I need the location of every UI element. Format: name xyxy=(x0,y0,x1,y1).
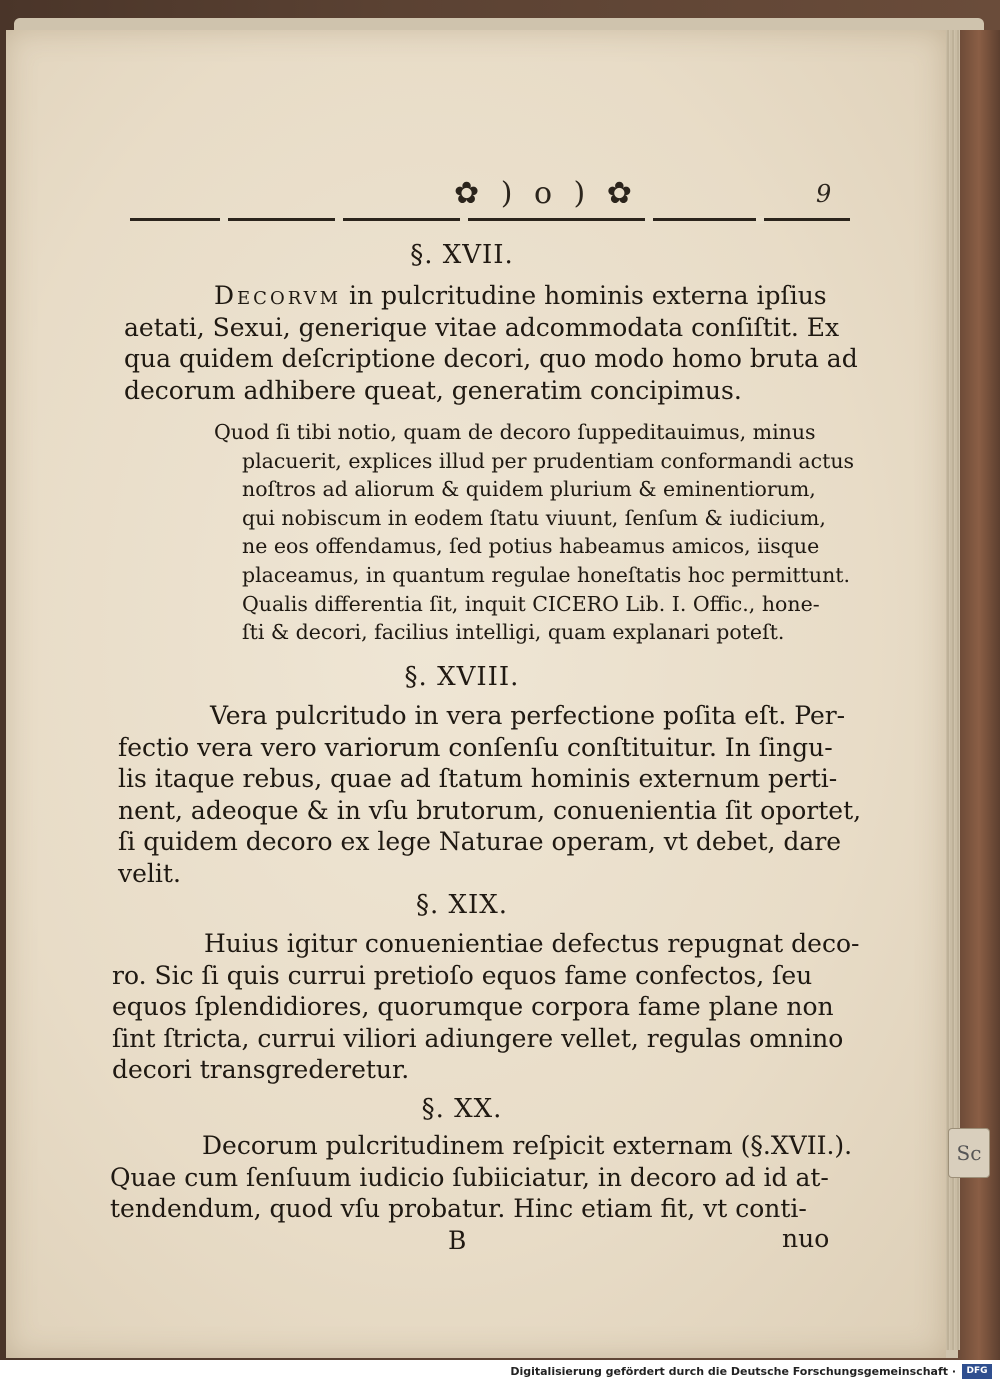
text-line: qui nobiscum in eodem ſtatu viuunt, ſenſum & iudicium, xyxy=(242,505,826,530)
text-line: qua quidem deſcriptione decori, quo modo homo bruta ad xyxy=(124,344,858,374)
paragraph-xix xyxy=(112,928,860,1086)
signature-mark: B xyxy=(448,1226,467,1255)
section-heading-xviii: §. XVIII. xyxy=(404,662,520,692)
text-line: noſtros ad aliorum & quidem plurium & eminentiorum, xyxy=(242,477,816,502)
dfg-logo-icon: DFG xyxy=(962,1364,992,1379)
text-line: Quod ſi tibi notio, quam de decoro ſuppeditauimus, minus xyxy=(214,420,816,444)
section-heading-xix: §. XIX. xyxy=(415,890,509,920)
paragraph-xviii xyxy=(118,700,862,890)
text-line: tendendum, quod vſu probatur. Hinc etiam fit, vt conti- xyxy=(110,1194,807,1224)
text-line: Quae cum ſenſuum iudicio ſubiiciatur, in decoro ad id at- xyxy=(110,1162,829,1192)
header-ornament: ✿ ) o ) ✿ xyxy=(454,176,638,211)
section-heading-xx: §. XX. xyxy=(421,1094,503,1124)
text-line: ne eos offendamus, ſed potius habeamus amicos, iisque xyxy=(242,534,820,559)
paragraph-xvii-1 xyxy=(124,280,858,406)
paragraph-xx xyxy=(110,1130,853,1225)
text-line: ſi quidem decoro ex lege Naturae operam, vt debet, dare xyxy=(118,827,842,857)
text-line: fectio vera vero variorum conſenſu conſtituitur. In ſingu- xyxy=(118,732,833,762)
text-line: velit. xyxy=(118,858,181,888)
running-header xyxy=(130,176,850,216)
page-number: 9 xyxy=(816,180,832,208)
decorum-word: Decorvm xyxy=(214,281,342,310)
header-rule xyxy=(130,218,850,221)
text-line: nent, adeoque & in vſu brutorum, conuenientia ſit oportet, xyxy=(118,795,862,825)
text-line: ſint ſtricta, currui viliori adiungere vellet, regulas omnino xyxy=(112,1023,844,1053)
text-line: Decorum pulcritudinem reſpicit externam (§.XVII.). xyxy=(202,1131,853,1160)
text-line: ro. Sic ſi quis currui pretioſo equos fame confectos, ſeu xyxy=(112,960,813,990)
text-line: placuerit, explices illud per prudentiam conformandi actus xyxy=(242,448,855,473)
text-line: decorum adhibere queat, generatim concipimus. xyxy=(124,375,742,405)
paragraph-xvii-note xyxy=(214,418,855,647)
text-line: equos ſplendidiores, quorumque corpora fame plane non xyxy=(112,992,834,1022)
text-line: Qualis differentia ſit, inquit CICERO Lib. I. Offic., hone- xyxy=(242,591,820,616)
section-heading-xvii: §. XVII. xyxy=(410,240,514,270)
text-line: aetati, Sexui, generique vitae adcommodata conſiſtit. Ex xyxy=(124,312,840,342)
text-line: decori transgrederetur. xyxy=(112,1055,410,1085)
credit-bar xyxy=(0,1360,1000,1384)
text-line: Decorvm in pulcritudine hominis externa ipſius xyxy=(214,281,827,310)
catchword: nuo xyxy=(782,1224,830,1253)
text-line: Huius igitur conuenientiae defectus repugnat deco- xyxy=(204,929,860,958)
text-line: ſti & decori, facilius intelligi, quam explanari poteſt. xyxy=(242,620,785,645)
bookmark-tab: Sc xyxy=(948,1128,990,1178)
text-line: Vera pulcritudo in vera perfectione poſita eſt. Per- xyxy=(210,701,846,730)
text-line: lis itaque rebus, quae ad ſtatum hominis externum perti- xyxy=(118,764,838,794)
credit-text: Digitalisierung gefördert durch die Deutsche Forschungsgemeinschaft · xyxy=(510,1365,956,1378)
text-line: placeamus, in quantum regulae honeſtatis hoc permittunt. xyxy=(242,562,851,587)
